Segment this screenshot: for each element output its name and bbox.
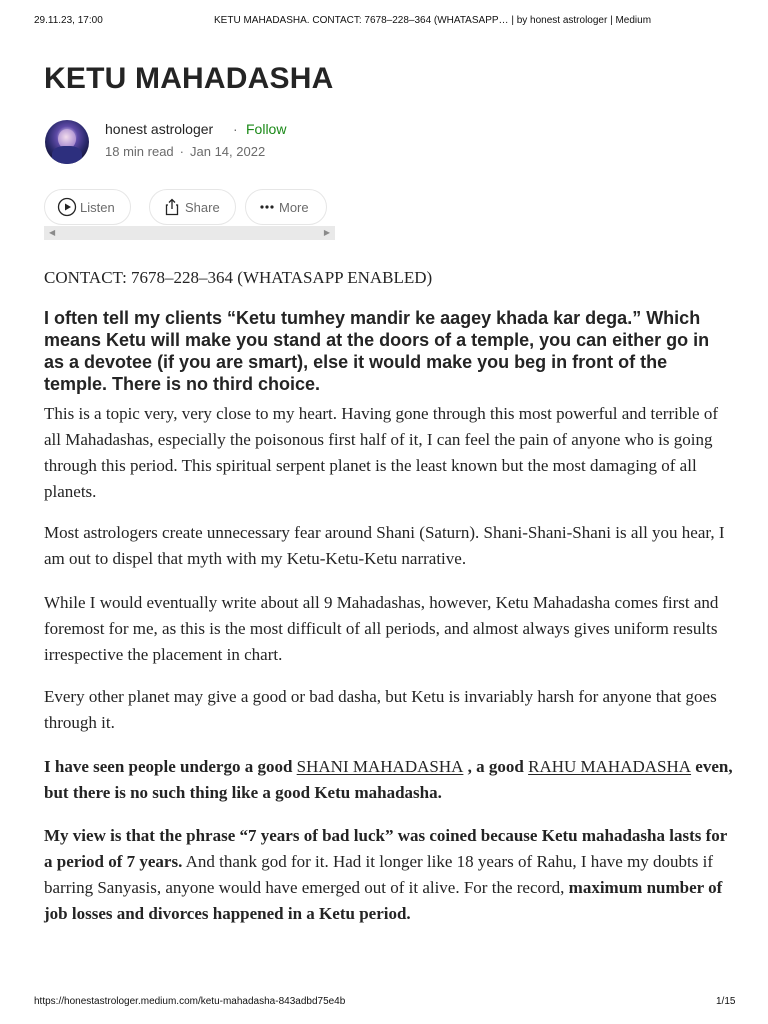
share-button[interactable] — [149, 189, 236, 225]
p5-text-a: I have seen people undergo a good — [44, 757, 297, 776]
paragraph-4: Every other planet may give a good or bad dasha, but Ketu is invariably harsh for anyone that goes through it. — [44, 687, 717, 732]
post-meta — [105, 144, 265, 159]
avatar-body — [52, 146, 82, 164]
separator-dot: · — [233, 121, 238, 137]
p6-bold-1: My view is that the phrase “7 years of bad luck” was coined because Ketu mahadasha lasts for a period of 7 years. — [44, 826, 728, 871]
publish-date: Jan 14, 2022 — [190, 144, 266, 159]
print-url: https://honestastrologer.medium.com/ketu-mahadasha-843adbd75e4b — [34, 996, 346, 1007]
paragraph-2: Most astrologers create unnecessary fear around Shani (Saturn). Shani-Shani-Shani is all you hear, I am out to dispel that myth with my Ketu-Ketu-Ketu narrative. — [44, 523, 725, 568]
p5-text-c: even, but there is no such thing like a good Ketu mahadasha. — [44, 757, 733, 802]
meta-separator: · — [179, 144, 184, 159]
print-date: 29.11.23, 17:00 — [34, 15, 103, 26]
paragraph-6 — [44, 823, 734, 927]
article-title: KETU MAHADASHA — [44, 62, 334, 95]
follow-link[interactable]: Follow — [246, 121, 287, 137]
scroll-left-arrow-icon[interactable]: ◀ — [49, 228, 56, 237]
p6-normal: And thank god for it. Had it longer like 18 years of Rahu, I have my doubts if barring Sanyasis, anyone would have emerged out of it alive. For the record, — [44, 852, 714, 897]
print-page-title: KETU MAHADASHA. CONTACT: 7678–228–364 (WHATASAPP… | by honest astrologer | Medium — [214, 15, 652, 26]
lead-quote: I often tell my clients “Ketu tumhey mandir ke aagey khada kar dega.” Which means Ketu will make you stand at the doors of a temple, you can either go in as a devotee (if you are smart), else it would make you beg in front of the temple. There is no third choice. — [44, 308, 710, 394]
listen-label: Listen — [80, 199, 115, 215]
print-page-number: 1/15 — [716, 996, 736, 1007]
rahu-mahadasha-link[interactable]: RAHU MAHADASHA — [528, 757, 692, 776]
horizontal-scrollbar[interactable] — [44, 226, 335, 240]
share-icon — [162, 197, 182, 217]
contact-line: CONTACT: 7678–228–364 (WHATASAPP ENABLED) — [44, 268, 433, 287]
p6-bold-2: maximum number of job losses and divorces happened in a Ketu period. — [44, 878, 723, 923]
paragraph-1: This is a topic very, very close to my heart. Having gone through this most powerful and terrible of all Mahadashas, especially the poisonous first half of it, I can feel the pain of anyone who is going through this period. This spiritual serpent planet is the least known but the most damaging of all planets. — [44, 404, 719, 501]
play-circle-icon — [57, 197, 77, 217]
author-block — [44, 118, 344, 168]
avatar[interactable] — [45, 120, 89, 164]
share-label: Share — [185, 199, 220, 215]
read-time: 18 min read — [105, 144, 174, 159]
listen-button[interactable] — [44, 189, 131, 225]
more-button[interactable] — [245, 189, 327, 225]
paragraph-3: While I would eventually write about all 9 Mahadashas, however, Ketu Mahadasha comes first and foremost for me, as this is the most difficult of all periods, and almost always gives uniform results irrespective the placement in chart. — [44, 593, 719, 664]
shani-mahadasha-link[interactable]: SHANI MAHADASHA — [296, 757, 464, 776]
paragraph-5 — [44, 754, 734, 806]
more-dots-icon — [258, 197, 276, 217]
action-bar — [44, 189, 344, 225]
scroll-right-arrow-icon[interactable]: ▶ — [323, 228, 330, 237]
author-name-link[interactable]: honest astrologer — [105, 121, 214, 137]
p5-text-b: , a good — [463, 757, 529, 776]
more-label: More — [279, 199, 309, 215]
